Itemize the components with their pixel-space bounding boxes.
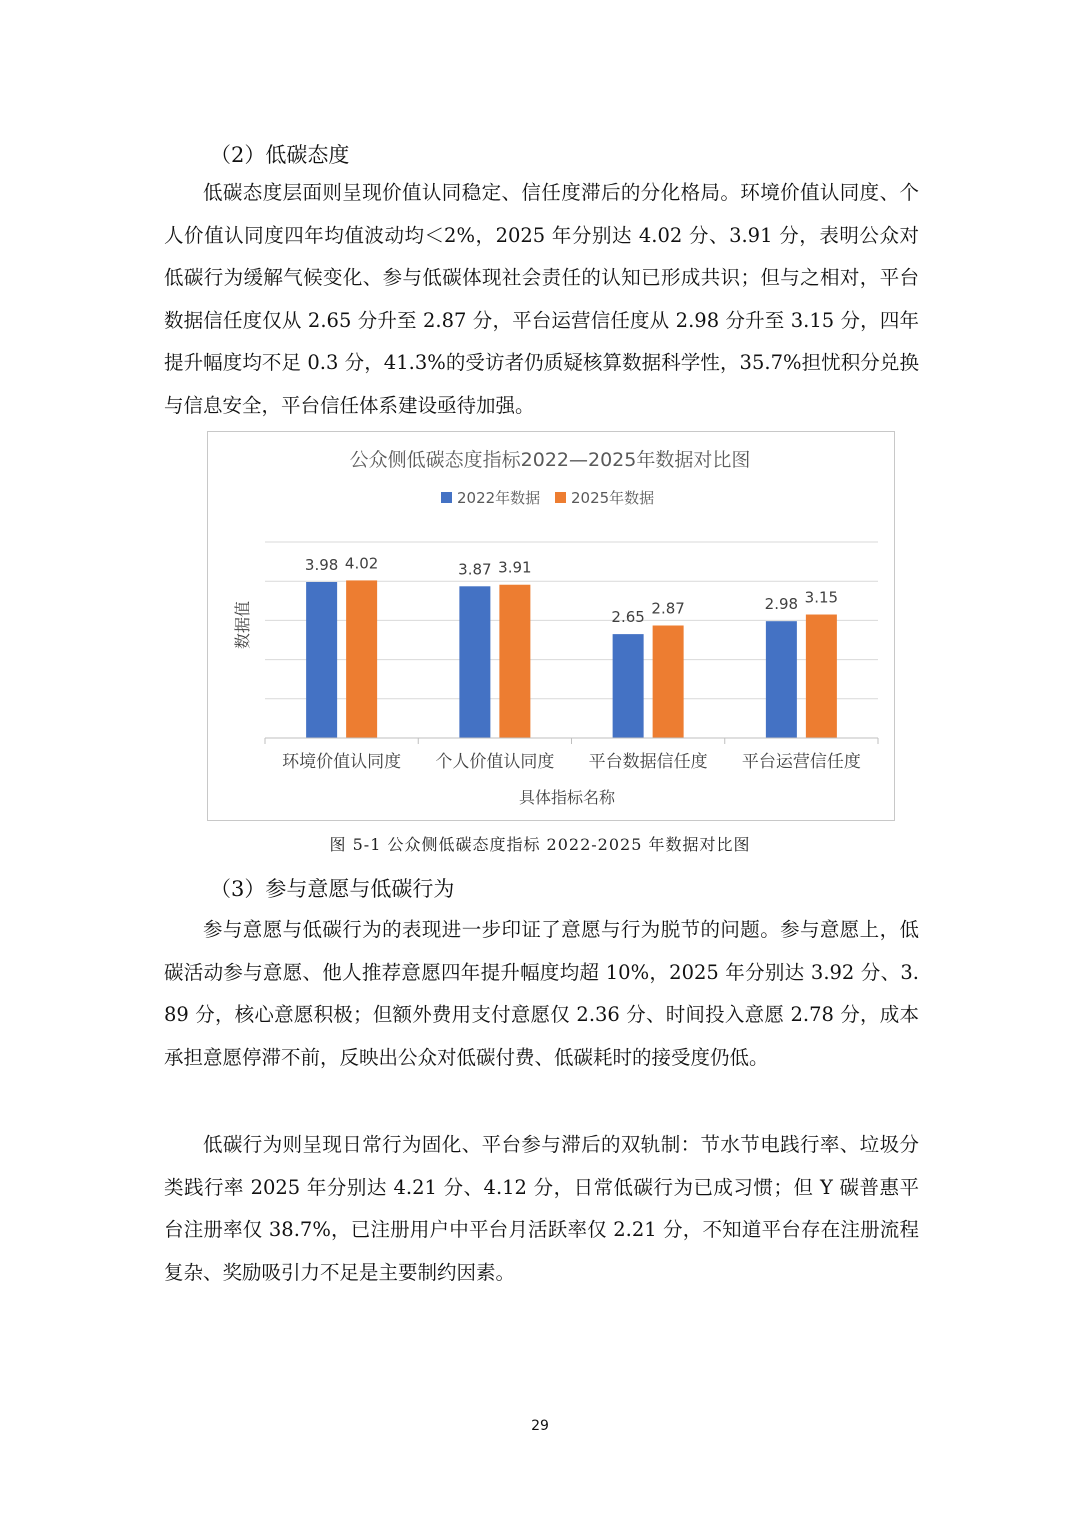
data-label: 2.98 — [764, 595, 799, 614]
legend-label: 2022年数据 — [457, 489, 541, 507]
chart-data-labels — [305, 554, 838, 626]
paragraph-attitude: 低碳态度层面则呈现价值认同稳定、信任度滞后的分化格局。环境价值认同度、个人价值认同度四年均值波动均＜2%，2025 年分别达 4.02 分、3.91 分，表明公众对低碳行为缓解气候变化、参与低碳体现社会责任的认知已形成共识；但与之相对，平台数据信任度仅从 2.65 分升至 2.87 分，平台运营信任度从 2.98 分升至 3.15 分，四年提升幅度均不足 0.3 分，41.3%的受访者仍质疑核算数据科学性，35.7%担忧积分兑换与信息安全，平台信任体系建设亟待加强。 — [164, 181, 919, 417]
bar-2025 — [346, 580, 377, 738]
x-axis-title: 具体指标名称 — [518, 788, 616, 807]
bar-2025 — [653, 625, 684, 738]
y-axis-title: 数据值 — [233, 600, 252, 650]
bar-chart — [207, 431, 895, 821]
page-number: 29 — [531, 1418, 549, 1434]
x-tick-label: 平台数据信任度 — [588, 752, 708, 772]
bar-2022 — [613, 634, 644, 738]
data-label: 2.65 — [611, 608, 645, 627]
paragraph-behavior: 低碳行为则呈现日常行为固化、平台参与滞后的双轨制：节水节电践行率、垃圾分类践行率 2025 年分别达 4.21 分、4.12 分，日常低碳行为已成习惯；但 Y 碳普惠平台注册率仅 38.7%，已注册用户中平台月活跃率仅 2.21 分，不知道平台存在注册流程复杂、奖励吸引力不足是主要制约因素。 — [164, 1133, 919, 1284]
chart-x-axis — [265, 738, 878, 772]
x-tick-label: 个人价值认同度 — [435, 752, 555, 772]
bar-2025 — [806, 615, 837, 738]
x-tick-label: 平台运营信任度 — [741, 752, 861, 772]
chart-canvas — [208, 432, 893, 819]
data-label: 4.02 — [344, 554, 379, 573]
bar-2025 — [499, 585, 530, 738]
data-label: 3.91 — [498, 558, 532, 577]
bar-2022 — [766, 621, 797, 738]
figure-caption: 图 5-1 公众侧低碳态度指标 2022-2025 年数据对比图 — [329, 835, 751, 854]
bar-2022 — [306, 582, 337, 738]
section-heading-attitude: （2）低碳态度 — [210, 143, 350, 167]
x-tick-label: 环境价值认同度 — [282, 752, 402, 772]
legend-label: 2025年数据 — [571, 489, 655, 507]
data-label: 3.98 — [304, 555, 339, 574]
chart-title: 公众侧低碳态度指标2022—2025年数据对比图 — [349, 449, 751, 471]
legend-swatch — [441, 492, 452, 503]
chart-legend — [441, 489, 654, 507]
data-label: 3.15 — [804, 588, 839, 607]
data-label: 2.87 — [651, 599, 685, 618]
data-label: 3.87 — [458, 560, 492, 579]
legend-swatch — [555, 492, 566, 503]
section-heading-participation: （3）参与意愿与低碳行为 — [210, 877, 455, 901]
paragraph-participation: 参与意愿与低碳行为的表现进一步印证了意愿与行为脱节的问题。参与意愿上，低碳活动参与意愿、他人推荐意愿四年提升幅度均超 10%，2025 年分别达 3.92 分、3.89 分，核心意愿积极；但额外费用支付意愿仅 2.36 分、时间投入意愿 2.78 分，成本承担意愿停滞不前，反映出公众对低碳付费、低碳耗时的接受度仍低。 — [164, 918, 919, 1069]
bar-2022 — [459, 586, 490, 738]
